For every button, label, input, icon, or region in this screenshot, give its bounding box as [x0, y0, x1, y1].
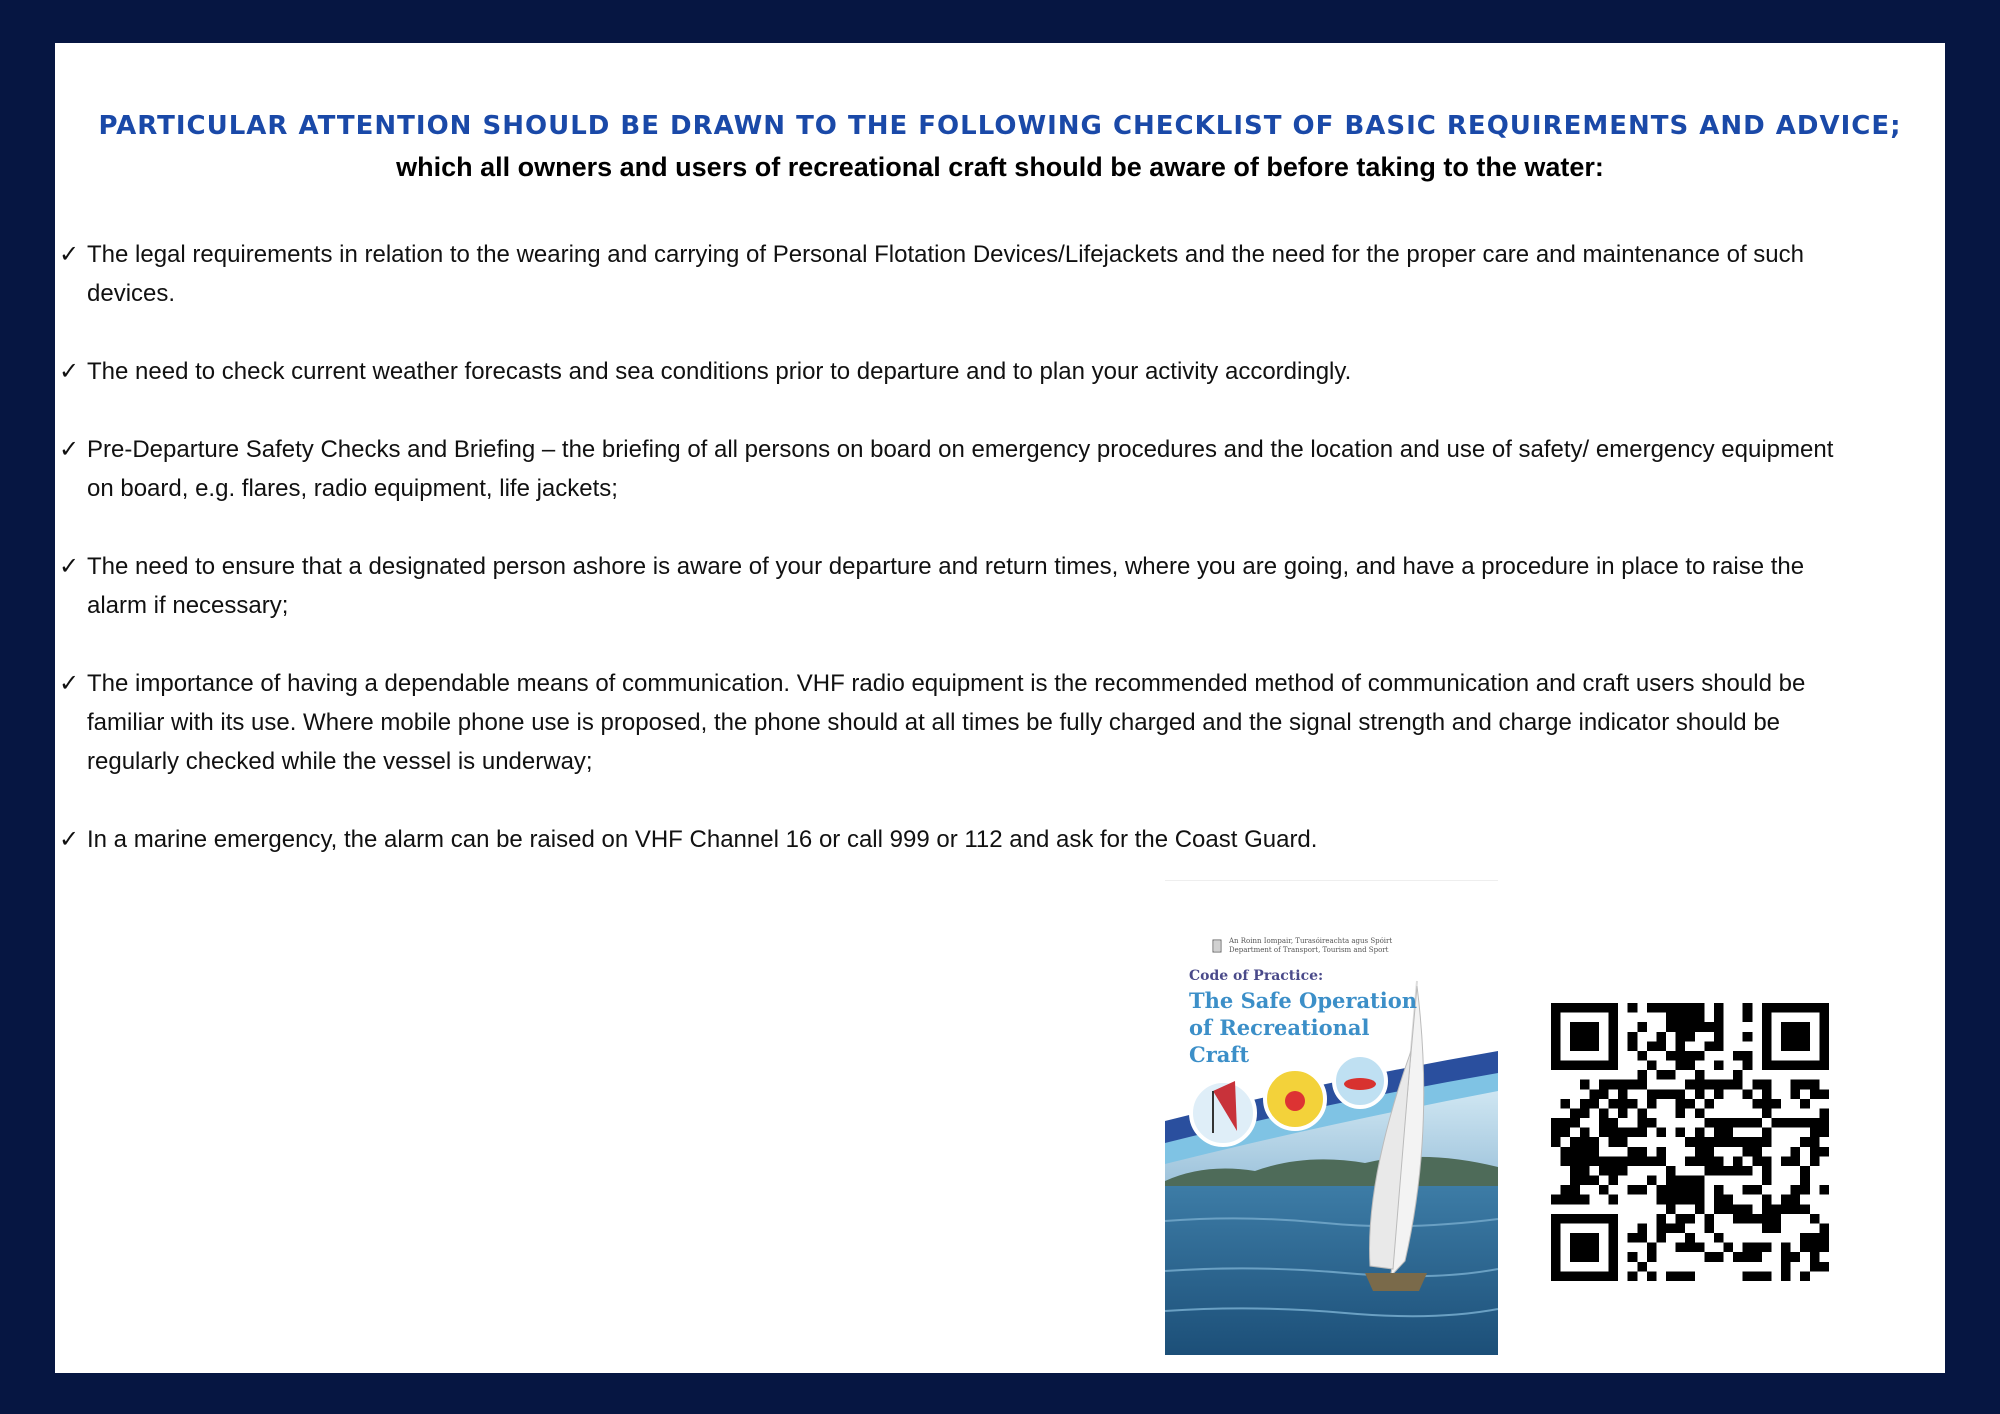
checklist-item-text: Pre-Departure Safety Checks and Briefing – the briefing of all persons on board on emergency procedures and the location and use of safety/ emergency equipment on board, e.g. flares, radio equipment, life jackets; [87, 436, 1834, 502]
check-mark-icon: ✓ [59, 552, 80, 580]
poster-panel [55, 43, 1945, 1373]
page-subheading: which all owners and users of recreational craft should be aware of before taking to the water: [396, 152, 1604, 182]
requirements-checklist [55, 235, 1855, 898]
cover-title [1189, 987, 1429, 1068]
cover-dept-irish: An Roinn Iompair, Turasóireachta agus Spóirt [1229, 937, 1393, 945]
checklist-item-text: In a marine emergency, the alarm can be raised on VHF Channel 16 or call 999 or 112 and ask for the Coast Guard. [87, 826, 1318, 853]
code-of-practice-cover [1165, 880, 1498, 1355]
harp-icon [1211, 939, 1223, 953]
check-mark-icon: ✓ [59, 240, 80, 268]
check-mark-icon: ✓ [59, 357, 80, 385]
checklist-item [55, 235, 1847, 313]
qr-code-icon[interactable] [1551, 1003, 1829, 1281]
checklist-item [55, 820, 1847, 859]
checklist-item-text: The need to ensure that a designated person ashore is aware of your departure and return times, where you are going, and have a procedure in place to raise the alarm if necessary; [87, 553, 1805, 619]
checklist-item [55, 547, 1847, 625]
check-mark-icon: ✓ [59, 435, 80, 463]
checklist-item [55, 430, 1847, 508]
cover-dept-english: Department of Transport, Tourism and Sport [1229, 946, 1389, 954]
checklist-item [55, 664, 1847, 781]
check-mark-icon: ✓ [59, 825, 80, 853]
cover-title-line1: The Safe Operation [1189, 988, 1418, 1013]
cover-code-label: Code of Practice: [1189, 968, 1324, 984]
cover-title-line2: of Recreational Craft [1189, 1015, 1370, 1067]
checklist-item-text: The legal requirements in relation to the wearing and carrying of Personal Flotation Devices/Lifejackets and the need for the proper care and maintenance of such devices. [87, 241, 1804, 307]
checklist-item-text: The need to check current weather forecasts and sea conditions prior to departure and to plan your activity accordingly. [87, 358, 1352, 385]
checklist-item [55, 352, 1847, 391]
checklist-item-text: The importance of having a dependable means of communication. VHF radio equipment is the recommended method of communication and craft users should be familiar with its use. Where mobile phone use is proposed, the phone should at all times be fully charged and the signal strength and charge indicator should be regularly checked while the vessel is underway; [87, 670, 1806, 775]
check-mark-icon: ✓ [59, 669, 80, 697]
page-heading: PARTICULAR ATTENTION SHOULD BE DRAWN TO THE FOLLOWING CHECKLIST OF BASIC REQUIREMENTS AND ADVICE; [98, 111, 1902, 141]
